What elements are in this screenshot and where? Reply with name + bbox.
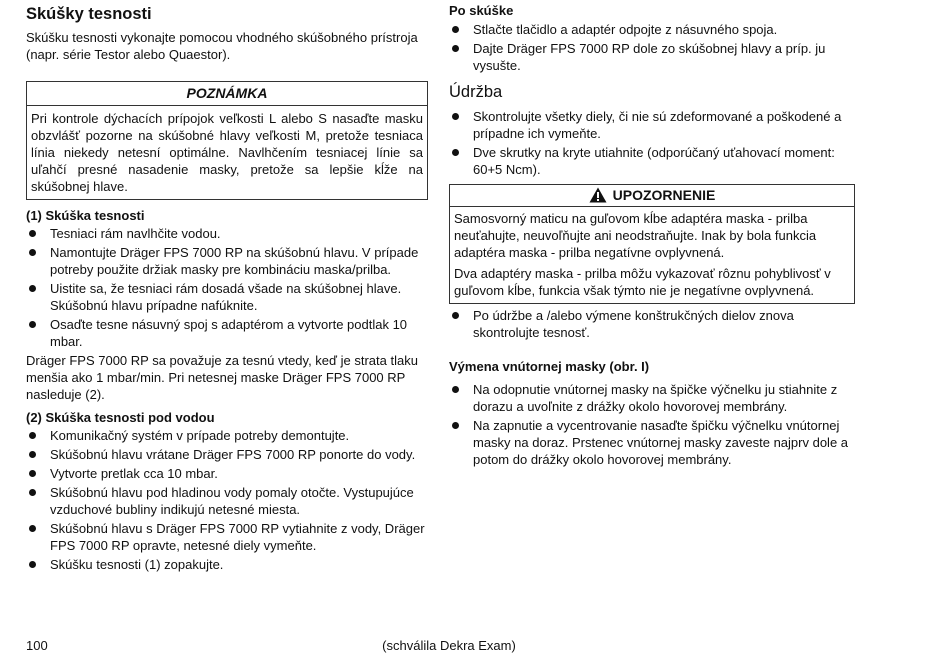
- list-item: Dajte Dräger FPS 7000 RP dole zo skúšobnej hlavy a príp. ju vysušte.: [449, 40, 855, 74]
- list-item: Po údržbe a /alebo výmene konštrukčných dielov znova skontrolujte tesnosť.: [449, 307, 855, 341]
- after-test-list: [449, 21, 855, 74]
- note-heading: POZNÁMKA: [27, 82, 427, 106]
- maintenance-list: [449, 108, 855, 178]
- warning-box: [449, 184, 855, 304]
- warning-header: [450, 185, 854, 207]
- list-item: Osaďte tesne násuvný spoj s adaptérom a vytvorte podtlak 10 mbar.: [26, 316, 428, 350]
- warning-triangle-icon: [589, 187, 607, 203]
- warning-paragraph-1: Samosvorný maticu na guľovom kĺbe adaptéra maska - prilba neuťahujte, neuvoľňujte ani neodstraňujte. Inak by bola funkcia adaptéra maska - prilba negatívne ovplyvnená.: [454, 211, 817, 260]
- list-item: Na zapnutie a vycentrovanie nasaďte špičku výčnelku vnútornej masky na doraz. Prstenec vnútornej masky zaveste najprv dole a potom do drážky okolo hovorovej membrány.: [449, 417, 855, 468]
- list-item: Stlačte tlačidlo a adaptér odpojte z násuvného spoja.: [449, 21, 855, 38]
- list-item: Skúšobnú hlavu pod hladinou vody pomaly otočte. Vystupujúce vzduchové bubliny indikujú netesné miesta.: [26, 484, 428, 518]
- intro-paragraph: Skúšku tesnosti vykonajte pomocou vhodného skúšobného prístroja (napr. série Testor alebo Quaestor).: [26, 30, 418, 62]
- note-text: Pri kontrole dýchacích prípojok veľkosti L alebo S nasaďte masku obzvlášť pozorne na skúšobné hlavy veľkosti M, pretože tesniaca línia niekedy netesní optimálne. Navlhčením tesniacej línie sa uľahčí presné nasadenie masky, pretože sa lepšie kĺže na skúšobnej hlave.: [31, 111, 423, 194]
- note-box: [26, 81, 428, 200]
- test1-after-paragraph: Dräger FPS 7000 RP sa považuje za tesnú vtedy, keď je strata tlaku menšia ako 1 mbar/min. Pri netesnej maske Dräger FPS 7000 RP nasleduje (2).: [26, 353, 418, 402]
- list-item: Na odopnutie vnútornej masky na špičke výčnelku ju stiahnite z dorazu a uvoľnite z drážky okolo hovorovej membrány.: [449, 381, 855, 415]
- after-maintenance-list: [449, 307, 855, 341]
- after-test-heading: Po skúške: [449, 3, 514, 18]
- section-title-maintenance: Údržba: [449, 83, 503, 101]
- test2-list: [26, 427, 428, 573]
- list-item: Vytvorte pretlak cca 10 mbar.: [26, 465, 428, 482]
- warning-heading: UPOZORNENIE: [612, 187, 716, 203]
- approval-note: (schválila Dekra Exam): [382, 638, 516, 653]
- warning-text: [450, 207, 854, 303]
- list-item: Skontrolujte všetky diely, či nie sú zdeformované a poškodené a prípadne ich vymeňte.: [449, 108, 855, 142]
- test1-heading: (1) Skúška tesnosti: [26, 208, 145, 223]
- test1-list: [26, 225, 428, 350]
- list-item: Skúšku tesnosti (1) zopakujte.: [26, 556, 428, 573]
- warning-paragraph-2: Dva adaptéry maska - prilba môžu vykazovať rôznu pohyblivosť v guľovom kĺbe, funkcia však týmto nie je negatívne ovplyvnená.: [454, 266, 831, 298]
- list-item: Komunikačný systém v prípade potreby demontujte.: [26, 427, 428, 444]
- section-title-leak-tests: Skúšky tesnosti: [26, 5, 152, 23]
- inner-mask-heading: Výmena vnútornej masky (obr. I): [449, 359, 650, 374]
- right-column: [449, 0, 855, 468]
- left-column: [26, 0, 428, 573]
- test2-heading: (2) Skúška tesnosti pod vodou: [26, 410, 215, 425]
- list-item: Skúšobnú hlavu vrátane Dräger FPS 7000 RP ponorte do vody.: [26, 446, 428, 463]
- page-number: 100: [26, 638, 48, 653]
- list-item: Skúšobnú hlavu s Dräger FPS 7000 RP vytiahnite z vody, Dräger FPS 7000 RP opravte, netesné diely vymeňte.: [26, 520, 428, 554]
- list-item: Uistite sa, že tesniaci rám dosadá všade na skúšobnej hlave. Skúšobnú hlavu prípadne nafúknite.: [26, 280, 428, 314]
- list-item: Namontujte Dräger FPS 7000 RP na skúšobnú hlavu. V prípade potreby použite držiak masky pre kombináciu maska/prilba.: [26, 244, 428, 278]
- list-item: Tesniaci rám navlhčite vodou.: [26, 225, 428, 242]
- inner-mask-list: [449, 381, 855, 468]
- list-item: Dve skrutky na kryte utiahnite (odporúčaný uťahovací moment: 60+5 Ncm).: [449, 144, 855, 178]
